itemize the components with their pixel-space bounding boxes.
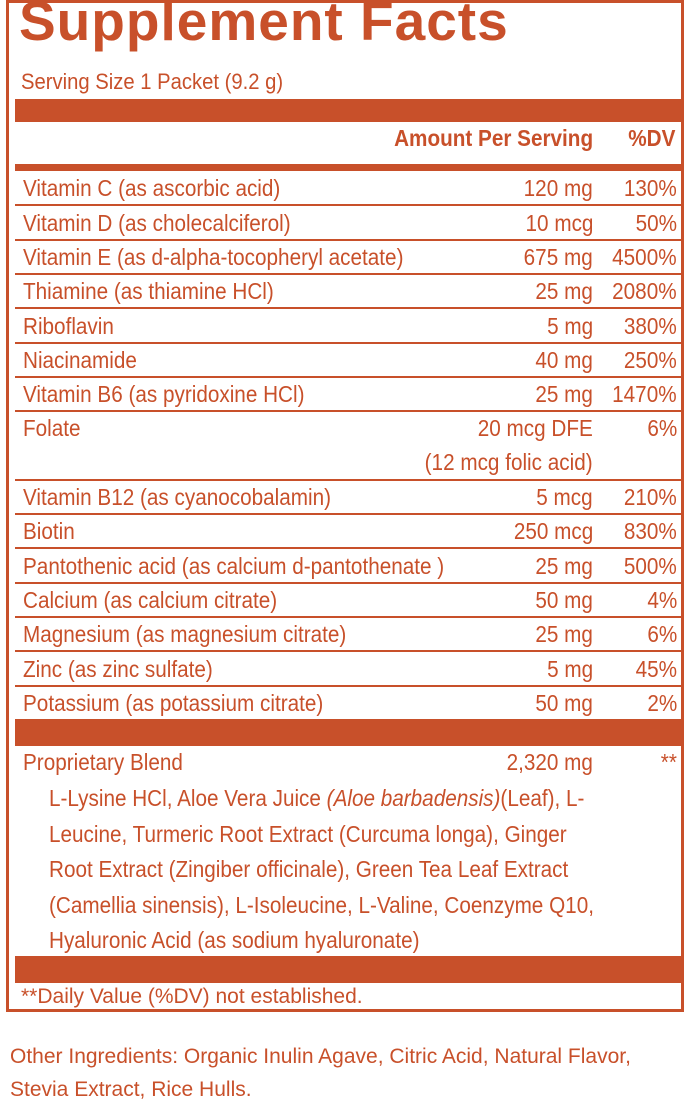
nutrient-name: Riboflavin bbox=[23, 313, 114, 339]
other-ingredients: Other Ingredients: Organic Inulin Agave, Citric Acid, Natural Flavor, Stevia Extract, Rice Hulls. bbox=[10, 1045, 631, 1101]
nutrient-name: Thiamine (as thiamine HCl) bbox=[23, 278, 274, 304]
nutrient-amount: 40 mg bbox=[535, 347, 593, 373]
dv-header: %DV bbox=[627, 125, 675, 151]
nutrient-amount: 5 mg bbox=[546, 313, 593, 339]
nutrient-row bbox=[15, 240, 681, 274]
nutrient-dv: 4% bbox=[647, 587, 677, 613]
blend-amount: 2,320 mg bbox=[506, 749, 593, 775]
nutrient-dv: 2080% bbox=[612, 278, 677, 304]
nutrient-name: Calcium (as calcium citrate) bbox=[23, 587, 278, 613]
nutrient-name: Vitamin E (as d-alpha-tocopheryl acetate) bbox=[23, 244, 404, 270]
nutrient-amount: 25 mg bbox=[535, 278, 593, 304]
nutrient-amount-secondary: (12 mcg folic acid) bbox=[425, 449, 593, 475]
nutrient-dv: 500% bbox=[624, 553, 677, 579]
nutrient-dv: 45% bbox=[635, 656, 677, 682]
top-bar bbox=[15, 99, 681, 122]
nutrient-dv: 4500% bbox=[612, 244, 677, 270]
nutrient-row bbox=[15, 206, 681, 240]
blend-dv: ** bbox=[660, 749, 677, 775]
nutrient-dv: 2% bbox=[647, 690, 677, 716]
nutrient-row bbox=[15, 377, 681, 411]
nutrient-name: Potassium (as potassium citrate) bbox=[23, 690, 324, 716]
serving-size: Serving Size 1 Packet (9.2 g) bbox=[21, 69, 284, 94]
nutrient-row bbox=[15, 171, 681, 205]
nutrient-row bbox=[15, 411, 681, 480]
amount-header: Amount Per Serving bbox=[394, 125, 593, 151]
nutrient-name: Magnesium (as magnesium citrate) bbox=[23, 621, 347, 647]
nutrient-dv: 250% bbox=[624, 347, 677, 373]
nutrient-name: Zinc (as zinc sulfate) bbox=[23, 656, 213, 682]
nutrient-row bbox=[15, 480, 681, 514]
nutrient-amount: 25 mg bbox=[535, 553, 593, 579]
nutrient-dv: 380% bbox=[624, 313, 677, 339]
nutrient-row bbox=[15, 514, 681, 548]
supplement-facts-panel bbox=[6, 0, 684, 1012]
nutrient-amount: 10 mcg bbox=[525, 210, 593, 236]
nutrient-amount: 20 mcg DFE bbox=[477, 415, 593, 441]
nutrient-name: Vitamin B12 (as cyanocobalamin) bbox=[23, 484, 331, 510]
nutrient-dv: 1470% bbox=[612, 381, 677, 407]
header-bar bbox=[15, 164, 681, 171]
nutrient-row bbox=[15, 617, 681, 651]
nutrient-name: Vitamin B6 (as pyridoxine HCl) bbox=[23, 381, 305, 407]
nutrient-dv: 210% bbox=[624, 484, 677, 510]
nutrient-amount: 25 mg bbox=[535, 381, 593, 407]
nutrient-amount: 50 mg bbox=[535, 690, 593, 716]
nutrient-name: Vitamin D (as cholecalciferol) bbox=[23, 210, 291, 236]
blend-desc-part1: L-Lysine HCl, Aloe Vera Juice bbox=[49, 785, 327, 811]
nutrient-dv: 130% bbox=[624, 175, 677, 201]
nutrient-name: Vitamin C (as ascorbic acid) bbox=[23, 175, 281, 201]
nutrient-row bbox=[15, 343, 681, 377]
nutrient-name: Folate bbox=[23, 415, 81, 441]
nutrient-row bbox=[15, 583, 681, 617]
nutrient-dv: 6% bbox=[647, 415, 677, 441]
nutrient-row bbox=[15, 652, 681, 686]
blend-desc-part2: (Leaf), L-Leucine, Turmeric Root Extract (Curcuma longa), Ginger Root Extract (Zingiber officinale), Green Tea Leaf Extract (Camellia sinensis), L-Isoleucine, L-Valine, Coenzyme Q10, Hyaluronic Acid (as sodium hyaluronate) bbox=[49, 785, 594, 953]
nutrient-name: Pantothenic acid (as calcium d-pantothenate ) bbox=[23, 553, 445, 579]
nutrient-dv: 6% bbox=[647, 621, 677, 647]
nutrient-dv: 830% bbox=[624, 518, 677, 544]
bottom-bar bbox=[15, 956, 681, 983]
panel-title: Supplement Facts bbox=[19, 0, 509, 52]
nutrient-name: Biotin bbox=[23, 518, 75, 544]
nutrient-row bbox=[15, 549, 681, 583]
nutrient-amount: 5 mg bbox=[546, 656, 593, 682]
nutrient-amount: 120 mg bbox=[523, 175, 593, 201]
nutrient-row bbox=[15, 309, 681, 343]
nutrient-amount: 50 mg bbox=[535, 587, 593, 613]
nutrient-row bbox=[15, 686, 681, 720]
nutrient-amount: 675 mg bbox=[523, 244, 593, 270]
blend-row bbox=[15, 745, 681, 779]
nutrient-amount: 5 mcg bbox=[536, 484, 593, 510]
nutrient-name: Niacinamide bbox=[23, 347, 137, 373]
nutrient-dv: 50% bbox=[635, 210, 677, 236]
blend-description bbox=[49, 781, 616, 959]
blend-bar bbox=[15, 719, 681, 746]
nutrient-amount: 25 mg bbox=[535, 621, 593, 647]
dv-footnote: **Daily Value (%DV) not established. bbox=[21, 985, 363, 1008]
nutrient-amount: 250 mcg bbox=[513, 518, 593, 544]
blend-name: Proprietary Blend bbox=[23, 749, 183, 775]
nutrient-row bbox=[15, 274, 681, 308]
blend-desc-italic: (Aloe barbadensis) bbox=[326, 785, 501, 811]
